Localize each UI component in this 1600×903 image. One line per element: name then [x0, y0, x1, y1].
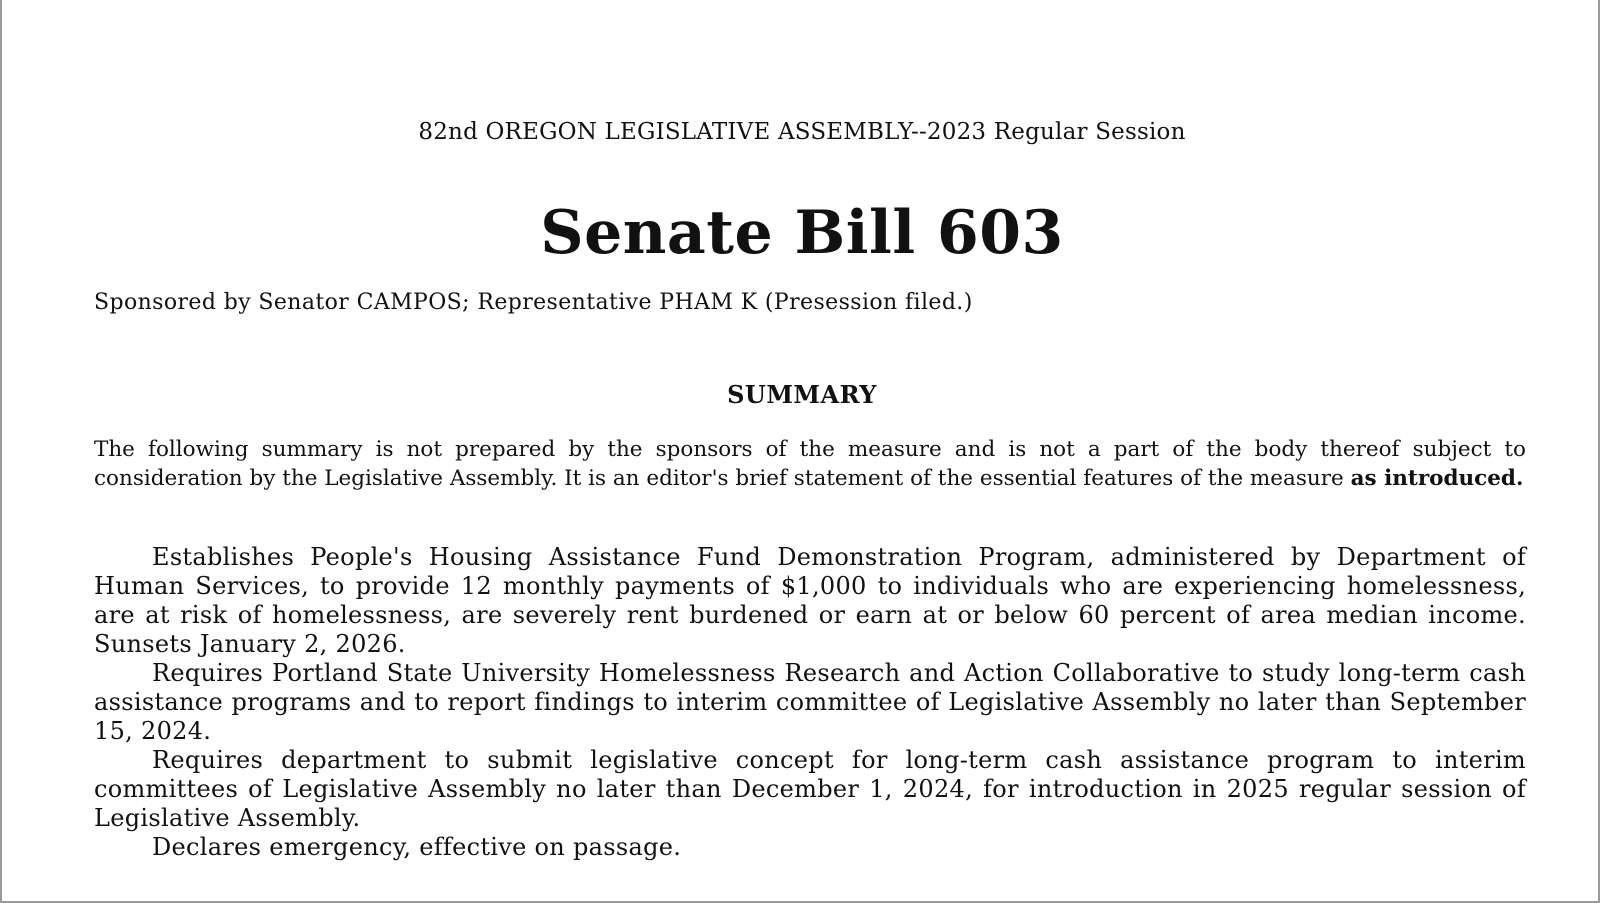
summary-paragraph: Establishes People's Housing Assistance Fund Demonstration Program, administered by Department of Human Services, to provide 12 monthly payments of $1,000 to individuals who are experiencing homelessness, are at risk of homelessness, are severely rent burdened or earn at or below 60 percent of area median income. Sunsets January 2, 2026.	[94, 543, 1526, 658]
bill-title: Senate Bill 603	[540, 198, 1064, 268]
disclaimer-emphasis: as introduced.	[1350, 466, 1524, 491]
summary-heading: SUMMARY	[727, 380, 877, 409]
disclaimer-text: The following summary is not prepared by the sponsors of the measure and is not a part of the body thereof subject to consideration by the Legislative Assembly. It is an editor's brief statement of the essential features of the measure	[94, 437, 1526, 491]
summary-paragraph: Requires Portland State University Homelessness Research and Action Collaborative to study long-term cash assistance programs and to report findings to interim committee of Legislative Assembly no later than September 15, 2024.	[94, 659, 1526, 745]
summary-disclaimer	[94, 435, 1526, 493]
summary-paragraph: Requires department to submit legislative concept for long-term cash assistance program to interim committees of Legislative Assembly no later than December 1, 2024, for introduction in 2025 regular session of Legislative Assembly.	[94, 746, 1526, 832]
sponsor-line: Sponsored by Senator CAMPOS; Representative PHAM K (Presession filed.)	[94, 290, 973, 315]
summary-paragraph: Declares emergency, effective on passage.	[152, 833, 682, 861]
summary-body	[94, 543, 1526, 862]
session-header: 82nd OREGON LEGISLATIVE ASSEMBLY--2023 Regular Session	[418, 119, 1186, 145]
